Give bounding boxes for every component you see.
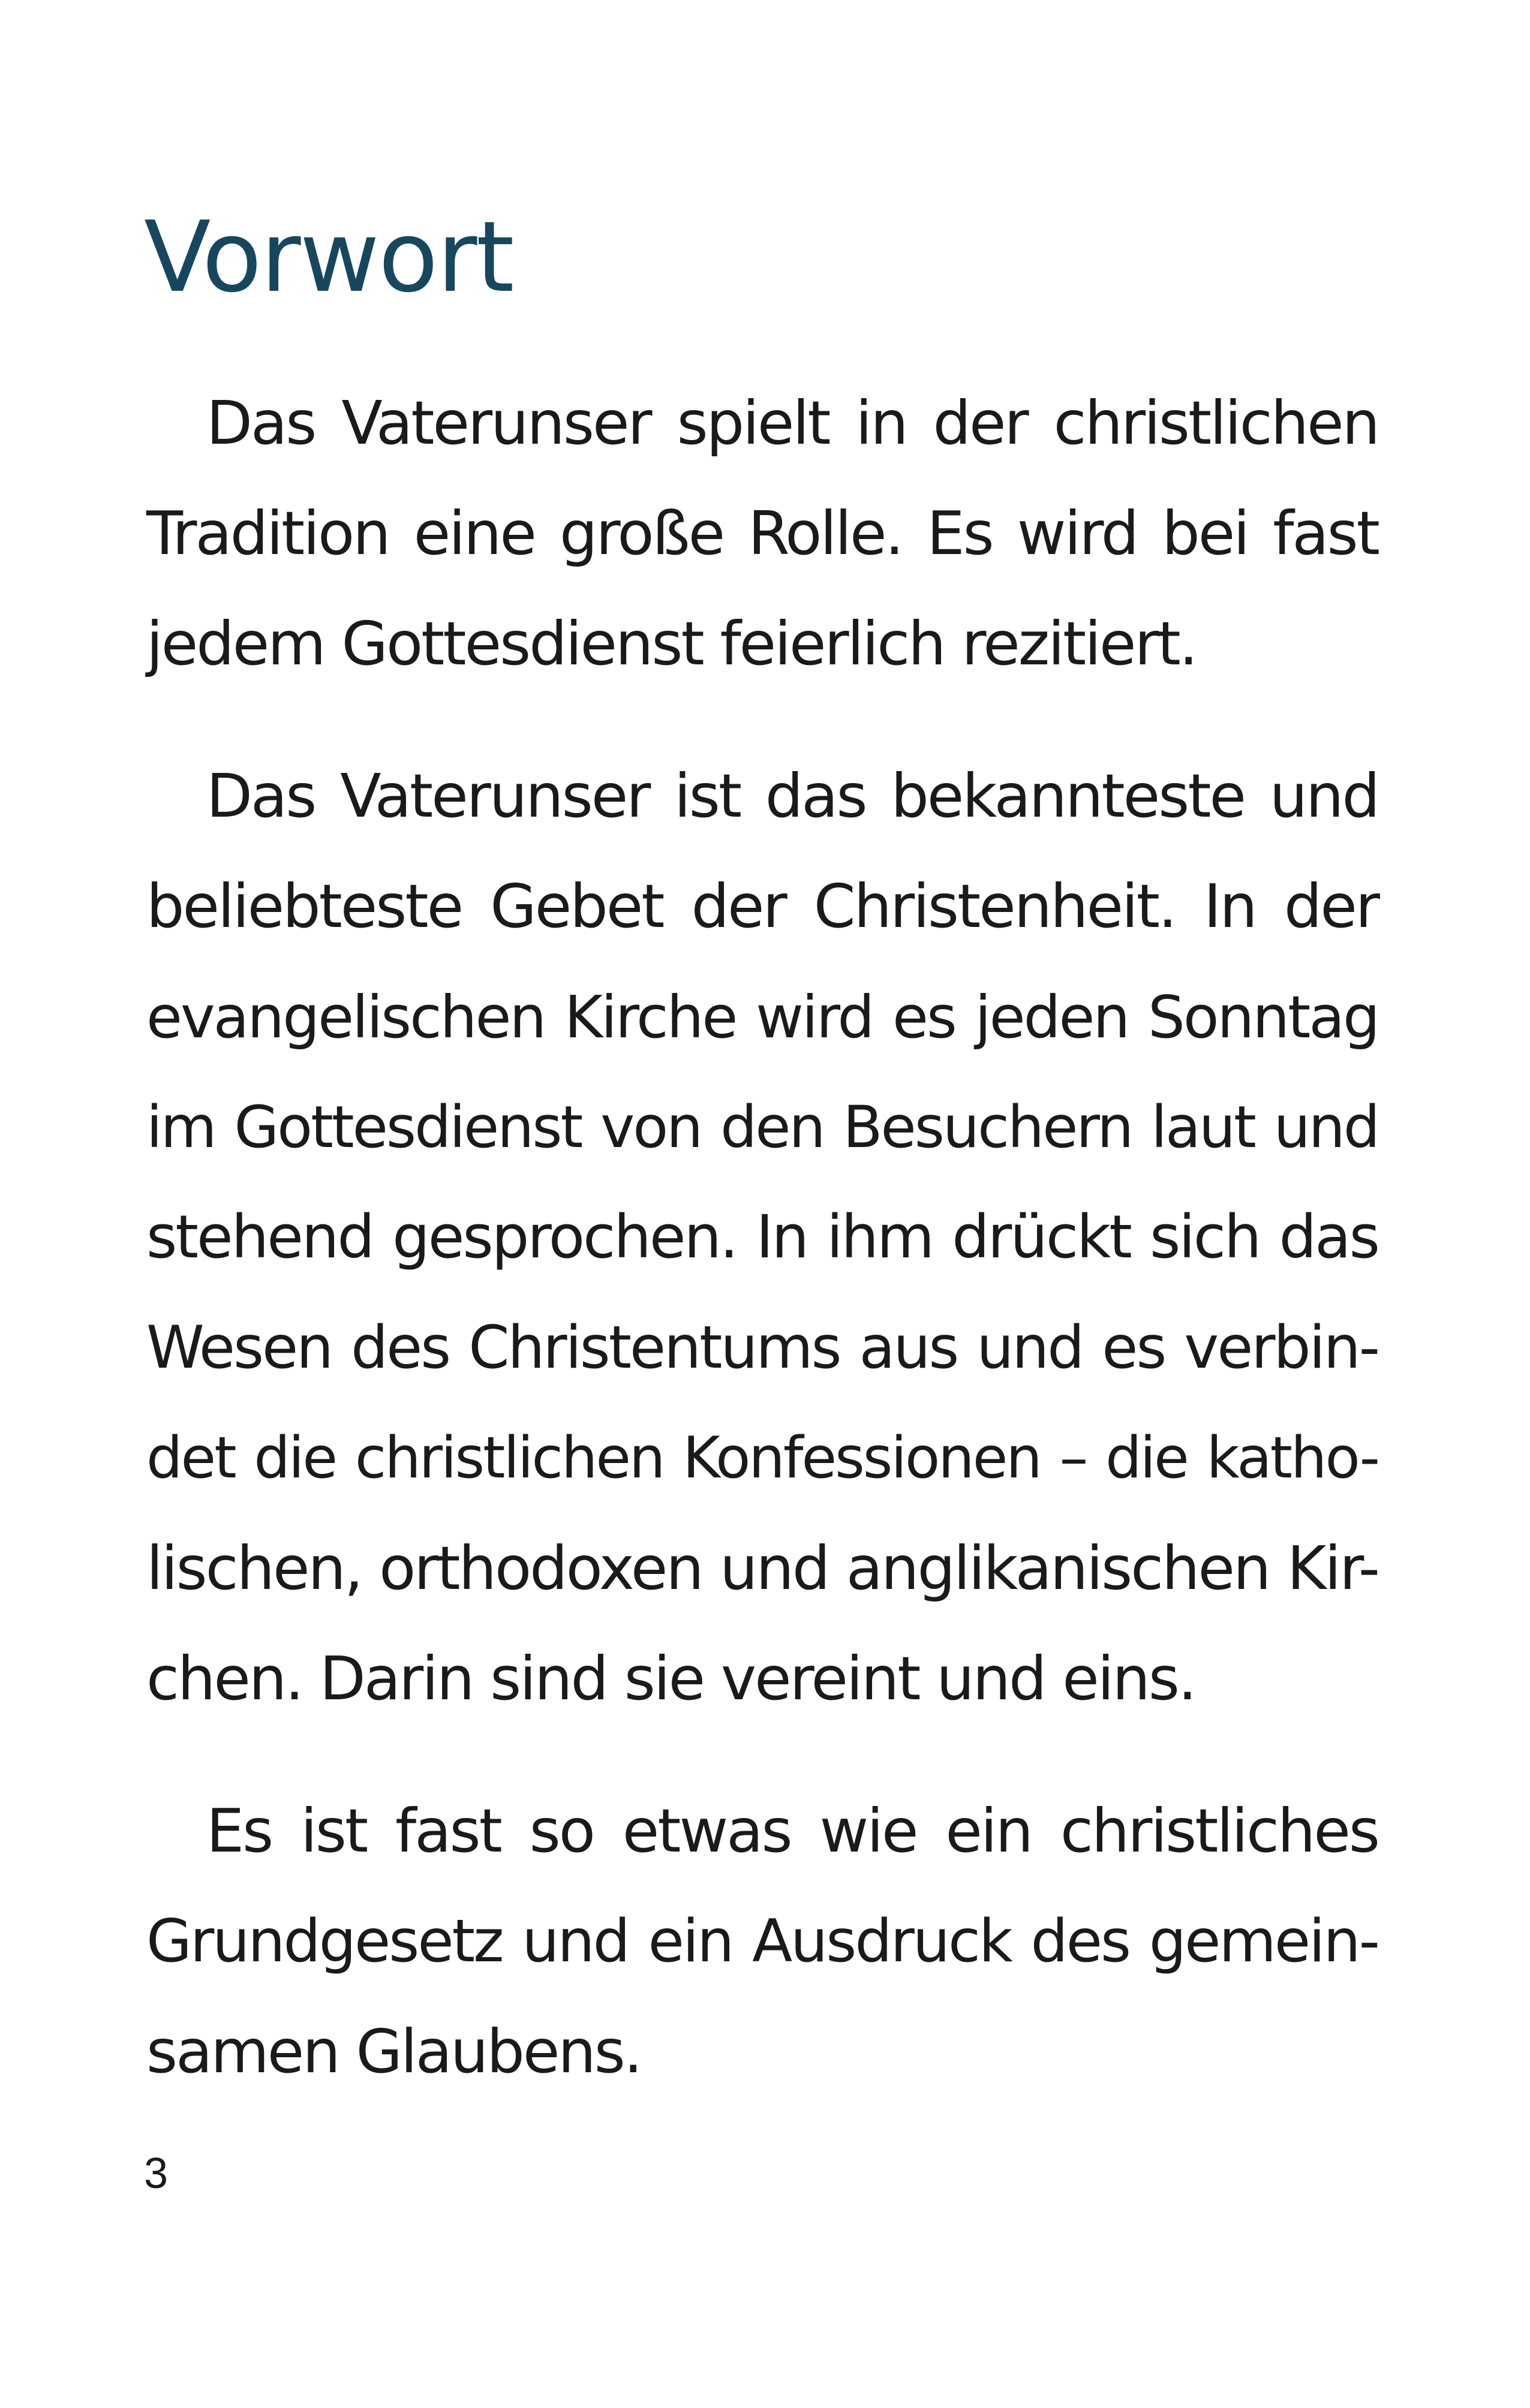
paragraph-line: det die christlichen Konfessionen – die katho-: [146, 1425, 1378, 1491]
paragraph-line: Wesen des Christentums aus und es verbin-: [146, 1314, 1378, 1382]
chapter-title: Vorwort: [144, 201, 513, 314]
paragraph-1: [146, 368, 1378, 699]
paragraph-line: beliebteste Gebet der Christenheit. In der: [146, 871, 1378, 941]
paragraph-line: lischen, orthodoxen und anglikanischen Kir-: [146, 1533, 1378, 1603]
paragraph-2: [146, 741, 1378, 1734]
paragraph-line: im Gottesdienst von den Besuchern laut und: [146, 1094, 1378, 1161]
paragraph-line: chen. Darin sind sie vereint und eins.: [146, 1644, 1195, 1714]
paragraph-3: [146, 1776, 1378, 2107]
paragraph-line: evangelischen Kirche wird es jeden Sonntag: [146, 983, 1378, 1051]
paragraph-line: Es ist fast so etwas wie ein christliches: [206, 1796, 1378, 1866]
paragraph-line: jedem Gottesdienst feierlich rezitiert.: [146, 609, 1197, 679]
paragraph-line: Grundgesetz und ein Ausdruck des gemein-: [146, 1907, 1378, 1976]
paragraph-line: Das Vaterunser ist das bekannteste und: [206, 761, 1378, 831]
paragraph-line: Tradition eine große Rolle. Es wird bei fast: [146, 498, 1378, 568]
paragraph-line: stehend gesprochen. In ihm drückt sich das: [146, 1203, 1378, 1272]
page-number: 3: [144, 2150, 169, 2198]
paragraph-line: Das Vaterunser spielt in der christlichen: [206, 388, 1378, 458]
paragraph-line: samen Glaubens.: [146, 2016, 641, 2087]
